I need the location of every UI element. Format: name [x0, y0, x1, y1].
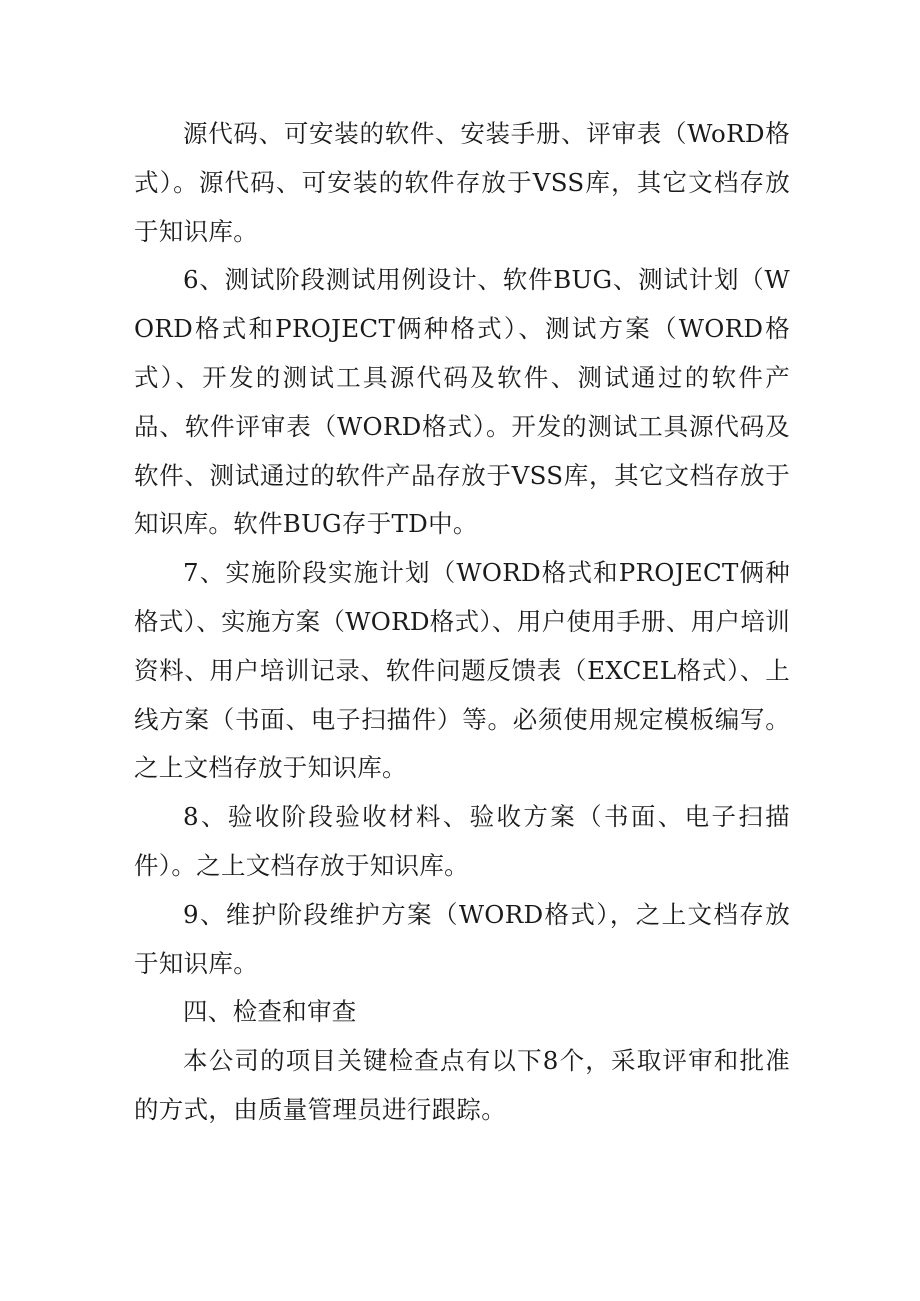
paragraph-testing-phase — [134, 256, 790, 549]
paragraph-implementation-phase — [134, 549, 790, 793]
paragraph-checkpoints — [134, 1037, 790, 1135]
paragraph-acceptance-phase — [134, 793, 790, 891]
paragraph-checkpoints-text: 本公司的项目关键检查点有以下8个，采取评审和批准的方式，由质量管理员进行跟踪。 — [134, 1046, 790, 1124]
paragraph-implementation-phase-text: 7、实施阶段实施计划（WORD格式和PROJECT俩种格式）、实施方案（WORD格式）、用户使用手册、用户培训资料、用户培训记录、软件问题反馈表（EXCEL格式）、上线方案（书面、电子扫描件）等。必须使用规定模板编写。之上文档存放于知识库。 — [134, 558, 790, 783]
section-heading-inspection-review — [134, 988, 790, 1037]
paragraph-testing-phase-text: 6、测试阶段测试用例设计、软件BUG、测试计划（WORD格式和PROJECT俩种格式）、测试方案（WORD格式）、开发的测试工具源代码及软件、测试通过的软件产品、软件评审表（WORD格式）。开发的测试工具源代码及软件、测试通过的软件产品存放于VSS库，其它文档存放于知识库。软件BUG存于TD中。 — [134, 265, 790, 539]
paragraph-intro-text: 源代码、可安装的软件、安装手册、评审表（WoRD格式）。源代码、可安装的软件存放于VSS库，其它文档存放于知识库。 — [134, 119, 790, 246]
paragraph-acceptance-phase-text: 8、验收阶段验收材料、验收方案（书面、电子扫描件）。之上文档存放于知识库。 — [134, 802, 790, 880]
section-heading-text: 四、检查和审查 — [183, 997, 357, 1027]
paragraph-intro — [134, 110, 790, 256]
paragraph-maintenance-phase-text: 9、维护阶段维护方案（WORD格式），之上文档存放于知识库。 — [134, 899, 790, 978]
document-body — [134, 110, 790, 1135]
paragraph-maintenance-phase — [134, 891, 790, 989]
